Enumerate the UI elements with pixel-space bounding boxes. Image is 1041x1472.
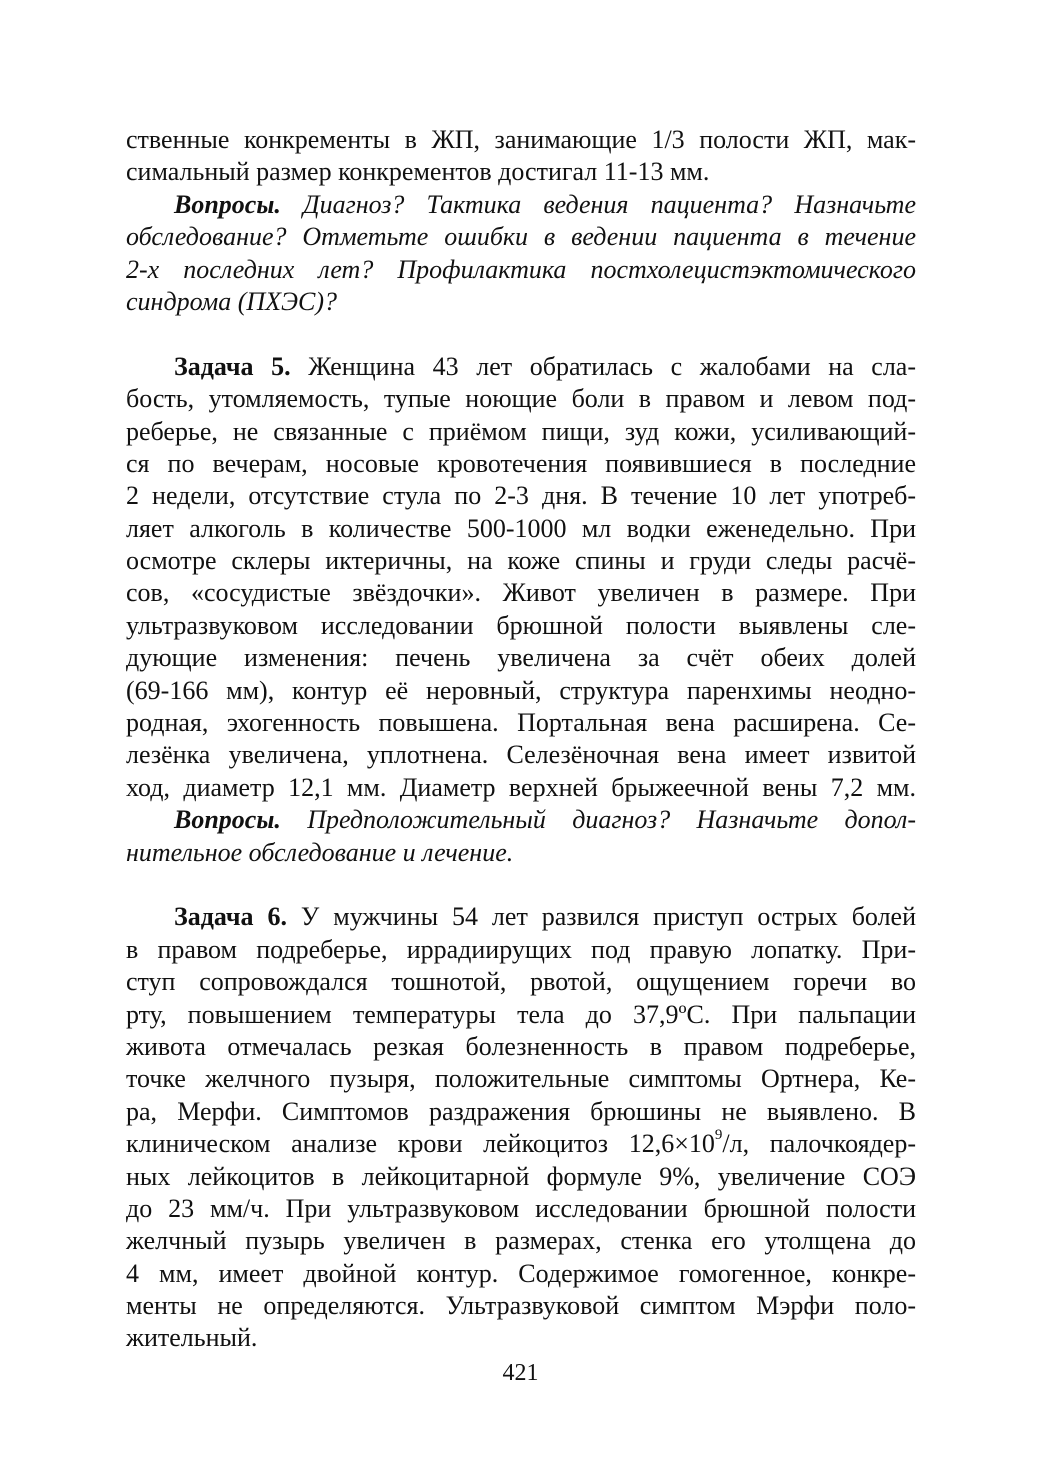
text-line: синдрома (ПХЭС)? (126, 286, 338, 316)
task-6 (126, 901, 916, 1354)
text-line (126, 804, 916, 836)
text-line: бость, утомляемость, тупые ноющие боли в правом и левом под- (126, 384, 916, 414)
text-line: ся по вечерам, носовые кровотечения появившиеся в последние (126, 448, 916, 478)
questions-task-5 (126, 804, 916, 869)
text-line: обследование? Отметьте ошибки в ведении пациента в течение (126, 222, 916, 252)
questions-task-4 (126, 189, 916, 319)
text-line (126, 189, 916, 221)
task-heading: Задача 6. (174, 902, 287, 932)
text-line: ственные конкременты в ЖП, занимающие 1/3 полости ЖП, мак- (126, 125, 916, 154)
text-line: реберье, не связанные с приёмом пищи, зуд кожи, усиливающий- (126, 416, 916, 446)
page-number: 421 (502, 1360, 539, 1386)
text-line: 2 недели, отсутствие стула по 2-3 дня. В течение 10 лет употреб- (126, 481, 916, 511)
text-line: лезёнка увеличена, уплотнена. Селезёночная вена имеет извитой (126, 740, 916, 770)
continued-paragraph (126, 124, 916, 189)
text-line: осмотре склеры иктеричны, на коже спины и груди следы расчё- (126, 546, 916, 576)
text-line: 2-х последних лет? Профилактика постхолецистэктомического (126, 254, 916, 284)
text-line: ра, Мерфи. Симптомов раздражения брюшины не выявлено. В (126, 1096, 916, 1126)
text-line: симальный размер конкрементов достигал 11-13 мм. (126, 157, 710, 187)
text-line: (69-166 мм), контур её неровный, структура паренхимы неодно- (126, 675, 916, 705)
text-line: родная, эхогенность повышена. Портальная вена расширена. Се- (126, 708, 916, 738)
text-line (126, 901, 916, 933)
text-line: до 23 мм/ч. При ультразвуковом исследовании брюшной полости (126, 1193, 916, 1223)
text-line (126, 351, 916, 383)
questions-label: Вопросы. (174, 189, 281, 219)
text-line: сов, «сосудистые звёздочки». Живот увеличен в размере. При (126, 578, 916, 608)
text-line: 4 мм, имеет двойной контур. Содержимое гомогенное, конкре- (126, 1258, 916, 1288)
text-line: жительный. (126, 1323, 258, 1353)
text-line: ляет алкоголь в количестве 500-1000 мл водки еженедельно. При (126, 513, 916, 543)
text-line: ход, диаметр 12,1 мм. Диаметр верхней брыжеечной вены 7,2 мм. (126, 772, 916, 802)
questions-label: Вопросы. (174, 805, 281, 835)
text-line: желчный пузырь увеличен в размерах, стенка его утолщена до (126, 1226, 916, 1256)
paragraph-gap (126, 318, 916, 350)
paragraph-gap (126, 869, 916, 901)
text-run: клиническом анализе крови лейкоцитоз 12,6×10 (126, 1129, 715, 1159)
task-5 (126, 351, 916, 804)
text-line: точке желчного пузыря, положительные симптомы Ортнера, Ке- (126, 1064, 916, 1094)
text-line: ультразвуковом исследовании брюшной полости выявлены сле- (126, 610, 916, 640)
page-body (126, 124, 916, 1355)
text-line (126, 1128, 916, 1160)
text-run: Предположительный диагноз? Назначьте допол- (280, 805, 916, 835)
superscript: 9 (714, 1127, 723, 1144)
text-run: Женщина 43 лет обратилась с жалобами на сла- (290, 351, 916, 381)
text-line: дующие изменения: печень увеличена за счёт обеих долей (126, 643, 916, 673)
text-line: живота отмечалась резкая болезненность в правом подреберье, (126, 1031, 916, 1061)
text-line: нительное обследование и лечение. (126, 837, 514, 867)
text-line: менты не определяются. Ультразвуковой симптом Мэрфи поло- (126, 1291, 916, 1321)
text-run: Диагноз? Тактика ведения пациента? Назначьте (280, 189, 916, 219)
text-line: ных лейкоцитов в лейкоцитарной формуле 9%, увеличение СОЭ (126, 1161, 916, 1191)
text-run: /л, палочкоядер- (722, 1129, 917, 1159)
task-heading: Задача 5. (174, 351, 291, 381)
text-line: ступ сопровождался тошнотой, рвотой, ощущением горечи во (126, 967, 916, 997)
text-run: У мужчины 54 лет развился приступ острых болей (286, 902, 917, 932)
text-line: рту, повышением температуры тела до 37,9ºС. При пальпации (126, 999, 916, 1029)
text-line: в правом подреберье, иррадиирущих под правую лопатку. При- (126, 934, 916, 964)
